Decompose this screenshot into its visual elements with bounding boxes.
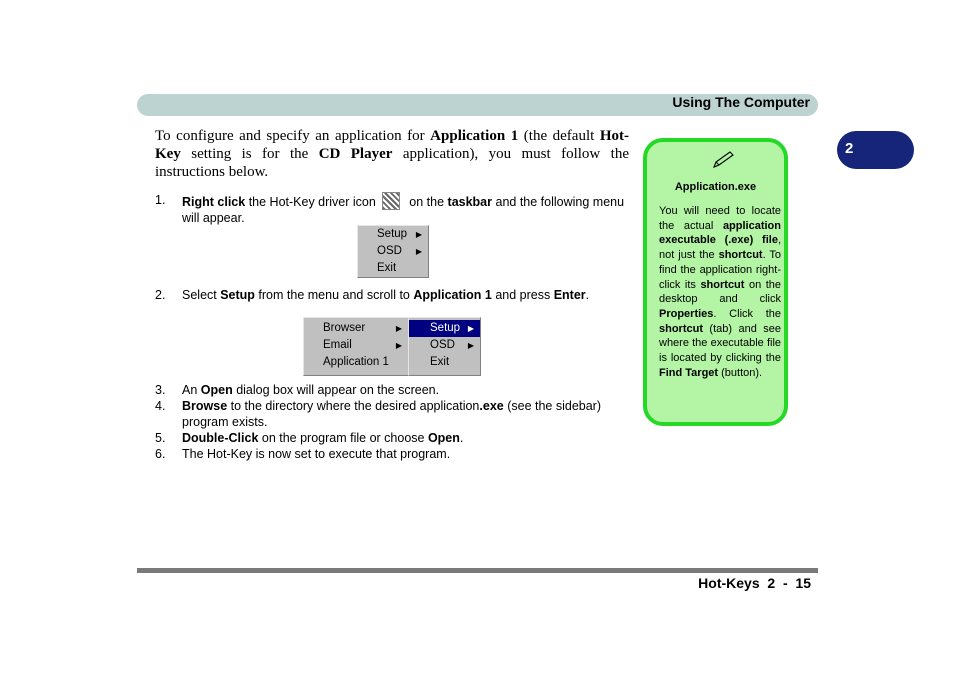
submenu-left bbox=[303, 317, 409, 376]
submenu-arrow-icon: ▶ bbox=[395, 324, 402, 333]
intro-paragraph: To configure and specify an application for Application 1 (the default Hot-Key setting is for the CD Player application), you must follow the instructions below. bbox=[155, 128, 630, 180]
menu-item-setup[interactable]: Setup ▶ bbox=[358, 226, 428, 243]
header-bar bbox=[137, 94, 818, 116]
footer-rule bbox=[137, 568, 818, 573]
submenu-arrow-icon: ▶ bbox=[395, 341, 402, 350]
sidebar-note bbox=[643, 138, 788, 426]
hotkey-driver-icon bbox=[382, 192, 400, 210]
chapter-tab[interactable]: 2 bbox=[837, 131, 914, 169]
menu-item-osd[interactable]: OSD ▶ bbox=[409, 337, 480, 354]
menu-item-setup-selected[interactable]: Setup ▶ bbox=[409, 320, 480, 337]
submenu-arrow-icon: ▶ bbox=[467, 324, 474, 333]
menu-item-osd[interactable]: OSD ▶ bbox=[358, 243, 428, 260]
page-number: Hot-Keys 2 - 15 bbox=[698, 575, 811, 591]
submenu-arrow-icon: ▶ bbox=[415, 230, 422, 239]
menu-item-exit[interactable]: Exit bbox=[430, 356, 450, 368]
menu-item-application-1[interactable]: Application 1 bbox=[323, 356, 389, 368]
submenu-arrow-icon: ▶ bbox=[415, 247, 422, 256]
menu-item-browser[interactable]: Browser ▶ bbox=[304, 320, 408, 337]
menu-item-exit[interactable]: Exit bbox=[377, 262, 397, 274]
pencil-icon bbox=[711, 150, 737, 170]
sidebar-body: You will need to locate the actual application executable (.exe) file, not just the shortcut. To find the application right-click its shortcut on the desktop and click Properties. Click the shortcut (tab) and see where the executable file is located by clicking the Find Target (button). bbox=[659, 205, 782, 379]
sidebar-title: Application.exe bbox=[674, 181, 757, 193]
header-title: Using The Computer bbox=[672, 94, 810, 110]
menu-item-email[interactable]: Email ▶ bbox=[304, 337, 408, 354]
submenu-right bbox=[408, 317, 481, 376]
submenu-arrow-icon: ▶ bbox=[467, 341, 474, 350]
context-menu bbox=[357, 225, 429, 278]
